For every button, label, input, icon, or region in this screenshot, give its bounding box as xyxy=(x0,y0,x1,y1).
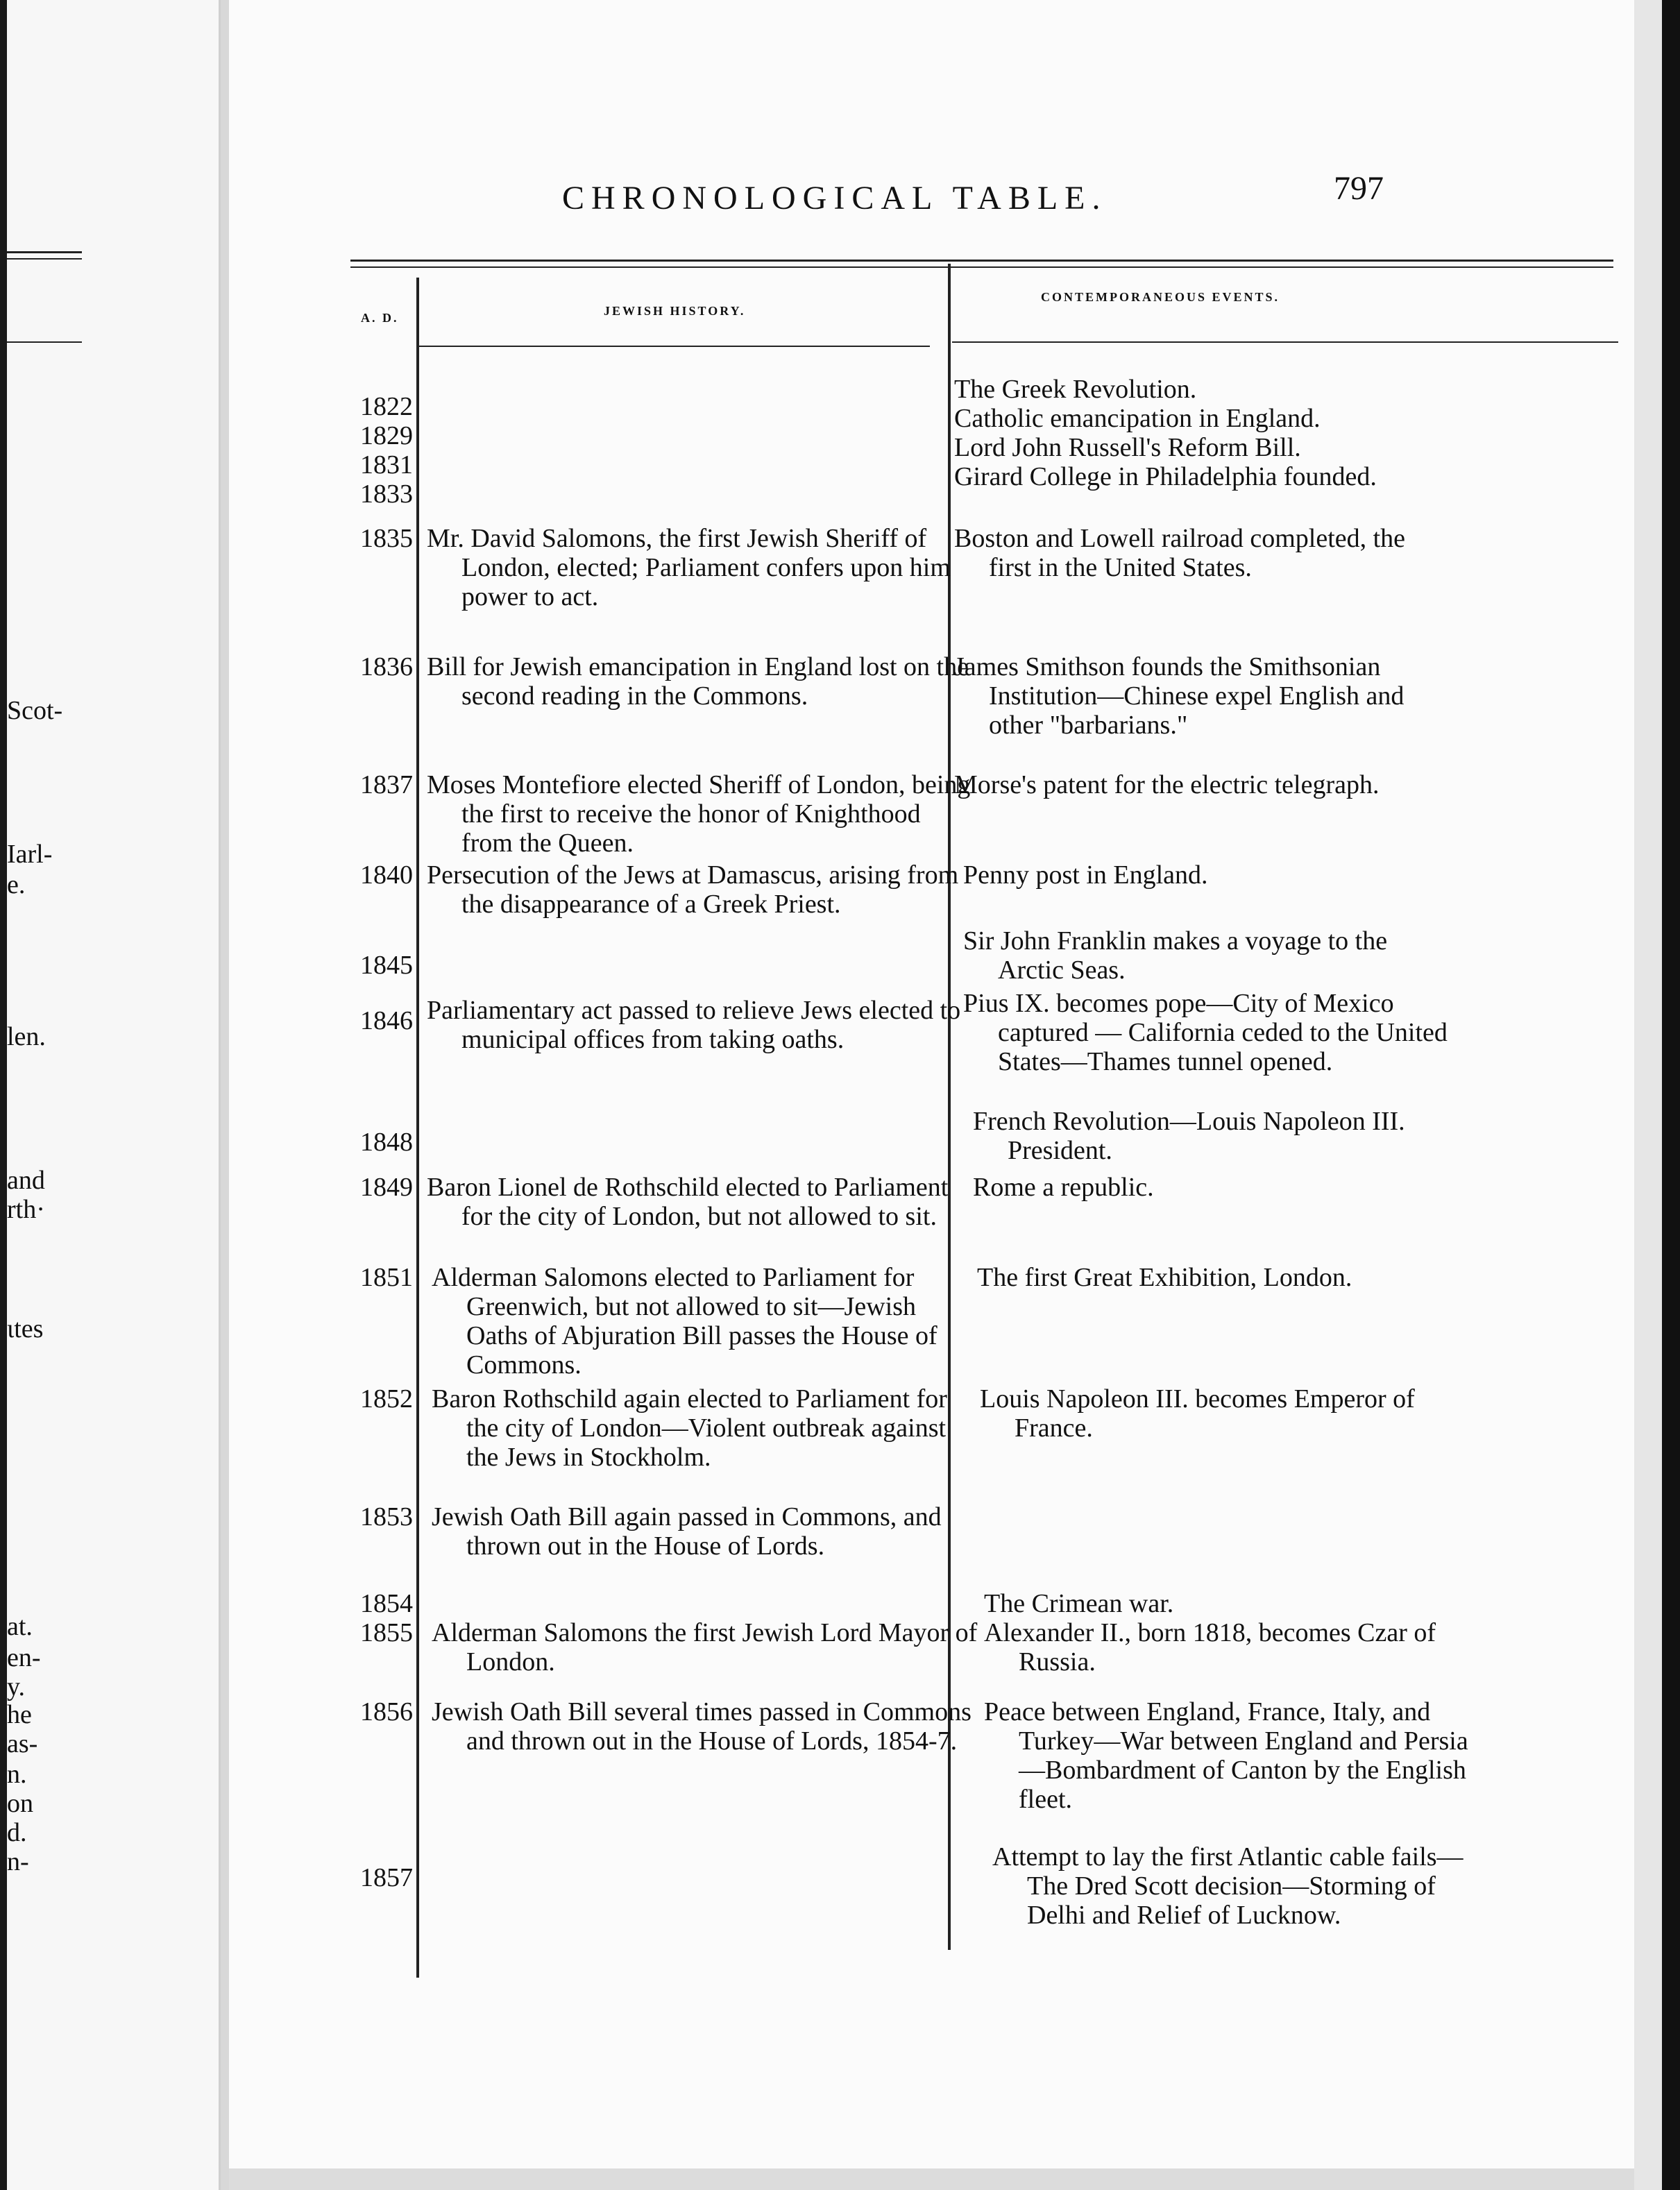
jewish-cell: Baron Lionel de Rothschild elected to Parliament for the city of London, but not allowed to sit. xyxy=(427,1173,949,1231)
facing-text: e. xyxy=(7,870,26,899)
year-cell: 1845 xyxy=(360,951,413,980)
contemporary-cell: Peace between England, France, Italy, and Turkey—War between England and Persia—Bombardment of Canton by the English fleet. xyxy=(984,1697,1468,1814)
page-title: CHRONOLOGICAL TABLE. xyxy=(562,180,1108,217)
contemporary-cell: The Crimean war. xyxy=(984,1589,1174,1618)
year-cell: 1836 xyxy=(360,652,413,681)
facing-text: as- xyxy=(7,1729,38,1758)
column-header-rule xyxy=(952,341,1618,343)
year-text: 1822 1829 1831 1833 xyxy=(360,392,413,509)
contemporary-cell: James Smithson founds the Smithsonian Institution—Chinese expel English and other "barbarians." xyxy=(954,652,1405,740)
page-number: 797 xyxy=(1334,170,1384,207)
contemporary-cell: Morse's patent for the electric telegraph. xyxy=(954,770,1380,799)
facing-page-rule xyxy=(7,341,82,343)
facing-text: Iarl- xyxy=(7,840,53,869)
facing-text: on xyxy=(7,1789,33,1818)
facing-text: n- xyxy=(7,1847,29,1876)
jewish-cell: Bill for Jewish emancipation in England lost on the second reading in the Commons. xyxy=(427,652,969,711)
contemporary-cell: Alexander II., born 1818, becomes Czar of Russia. xyxy=(984,1618,1436,1677)
jewish-cell: Persecution of the Jews at Damascus, arising from the disappearance of a Greek Priest. xyxy=(427,860,959,919)
contemporary-cell: Sir John Franklin makes a voyage to the Arctic Seas. xyxy=(963,926,1388,985)
facing-text: at. xyxy=(7,1612,33,1641)
jewish-cell: Baron Rothschild again elected to Parliament for the city of London—Violent outbreak against the Jews in Stockholm. xyxy=(432,1384,947,1472)
year-cell: 1849 xyxy=(360,1173,413,1202)
facing-text: y. xyxy=(7,1672,26,1701)
year-cell: 1837 xyxy=(360,770,413,799)
contemporary-cell: Attempt to lay the first Atlantic cable fails—The Dred Scott decision—Storming of Delhi and Relief of Lucknow. xyxy=(992,1842,1463,1930)
facing-text: Scot- xyxy=(7,696,63,725)
facing-text: he xyxy=(7,1700,32,1729)
year-cell xyxy=(326,392,413,509)
facing-page xyxy=(7,0,221,2190)
year-cell: 1852 xyxy=(360,1384,413,1414)
contemporary-cell: Pius IX. becomes pope—City of Mexico captured — California ceded to the United States—Thames tunnel opened. xyxy=(963,989,1448,1076)
facing-text: ιtes xyxy=(7,1314,44,1343)
year-cell: 1835 xyxy=(360,524,413,553)
year-cell: 1855 xyxy=(360,1618,413,1647)
year-cell: 1848 xyxy=(360,1128,413,1157)
book-gutter xyxy=(221,0,229,2190)
year-cell: 1856 xyxy=(360,1697,413,1726)
header-rule xyxy=(350,260,1613,262)
scan-edge-left xyxy=(0,0,7,2190)
facing-text: len. xyxy=(7,1022,46,1051)
facing-text: n. xyxy=(7,1760,27,1789)
contemporary-cell: French Revolution—Louis Napoleon III. President. xyxy=(973,1107,1405,1165)
year-cell: 1857 xyxy=(360,1863,413,1892)
year-cell: 1853 xyxy=(360,1502,413,1531)
jewish-cell: Alderman Salomons the first Jewish Lord Mayor of London. xyxy=(432,1618,978,1677)
jewish-cell: Moses Montefiore elected Sheriff of London, being the first to receive the honor of Knighthood from the Queen. xyxy=(427,770,971,858)
year-cell: 1854 xyxy=(360,1589,413,1618)
facing-text: rth· xyxy=(7,1195,45,1224)
contemporary-cell: The Greek Revolution. Catholic emancipation in England. Lord John Russell's Reform Bill. Girard College in Philadelphia founded. xyxy=(954,375,1377,491)
facing-text: en- xyxy=(7,1643,41,1672)
year-cell: 1840 xyxy=(360,860,413,890)
column-header-jewish: JEWISH HISTORY. xyxy=(604,304,746,318)
jewish-cell: Jewish Oath Bill several times passed in Commons and thrown out in the House of Lords, 1854-7. xyxy=(432,1697,971,1756)
jewish-cell: Parliamentary act passed to relieve Jews elected to municipal offices from taking oaths. xyxy=(427,996,961,1054)
facing-text: and xyxy=(7,1166,45,1195)
contemporary-cell: Boston and Lowell railroad completed, the first in the United States. xyxy=(954,524,1406,582)
contemporary-cell: Louis Napoleon III. becomes Emperor of France. xyxy=(980,1384,1415,1443)
contemporary-cell: Penny post in England. xyxy=(963,860,1208,890)
contemporary-cell: Rome a republic. xyxy=(973,1173,1154,1202)
column-header-ad: A. D. xyxy=(361,311,399,325)
contemporary-cell: The first Great Exhibition, London. xyxy=(977,1263,1352,1292)
year-cell: 1846 xyxy=(360,1006,413,1035)
year-cell: 1851 xyxy=(360,1263,413,1292)
column-header-contemporary: CONTEMPORANEOUS EVENTS. xyxy=(1041,290,1280,304)
facing-page-rule xyxy=(7,258,82,260)
page-edge-bottom xyxy=(229,2168,1634,2190)
page xyxy=(229,0,1634,2168)
scan-edge-right xyxy=(1662,0,1680,2190)
column-header-rule xyxy=(416,346,930,347)
facing-page-rule xyxy=(7,251,82,253)
header-rule xyxy=(350,266,1613,268)
jewish-cell: Alderman Salomons elected to Parliament for Greenwich, but not allowed to sit—Jewish Oaths of Abjuration Bill passes the House of Commons. xyxy=(432,1263,937,1380)
jewish-cell: Jewish Oath Bill again passed in Commons, and thrown out in the House of Lords. xyxy=(432,1502,942,1561)
jewish-cell: Mr. David Salomons, the first Jewish Sheriff of London, elected; Parliament confers upon him power to act. xyxy=(427,524,951,611)
column-divider xyxy=(416,278,419,1978)
facing-text: d. xyxy=(7,1818,27,1847)
